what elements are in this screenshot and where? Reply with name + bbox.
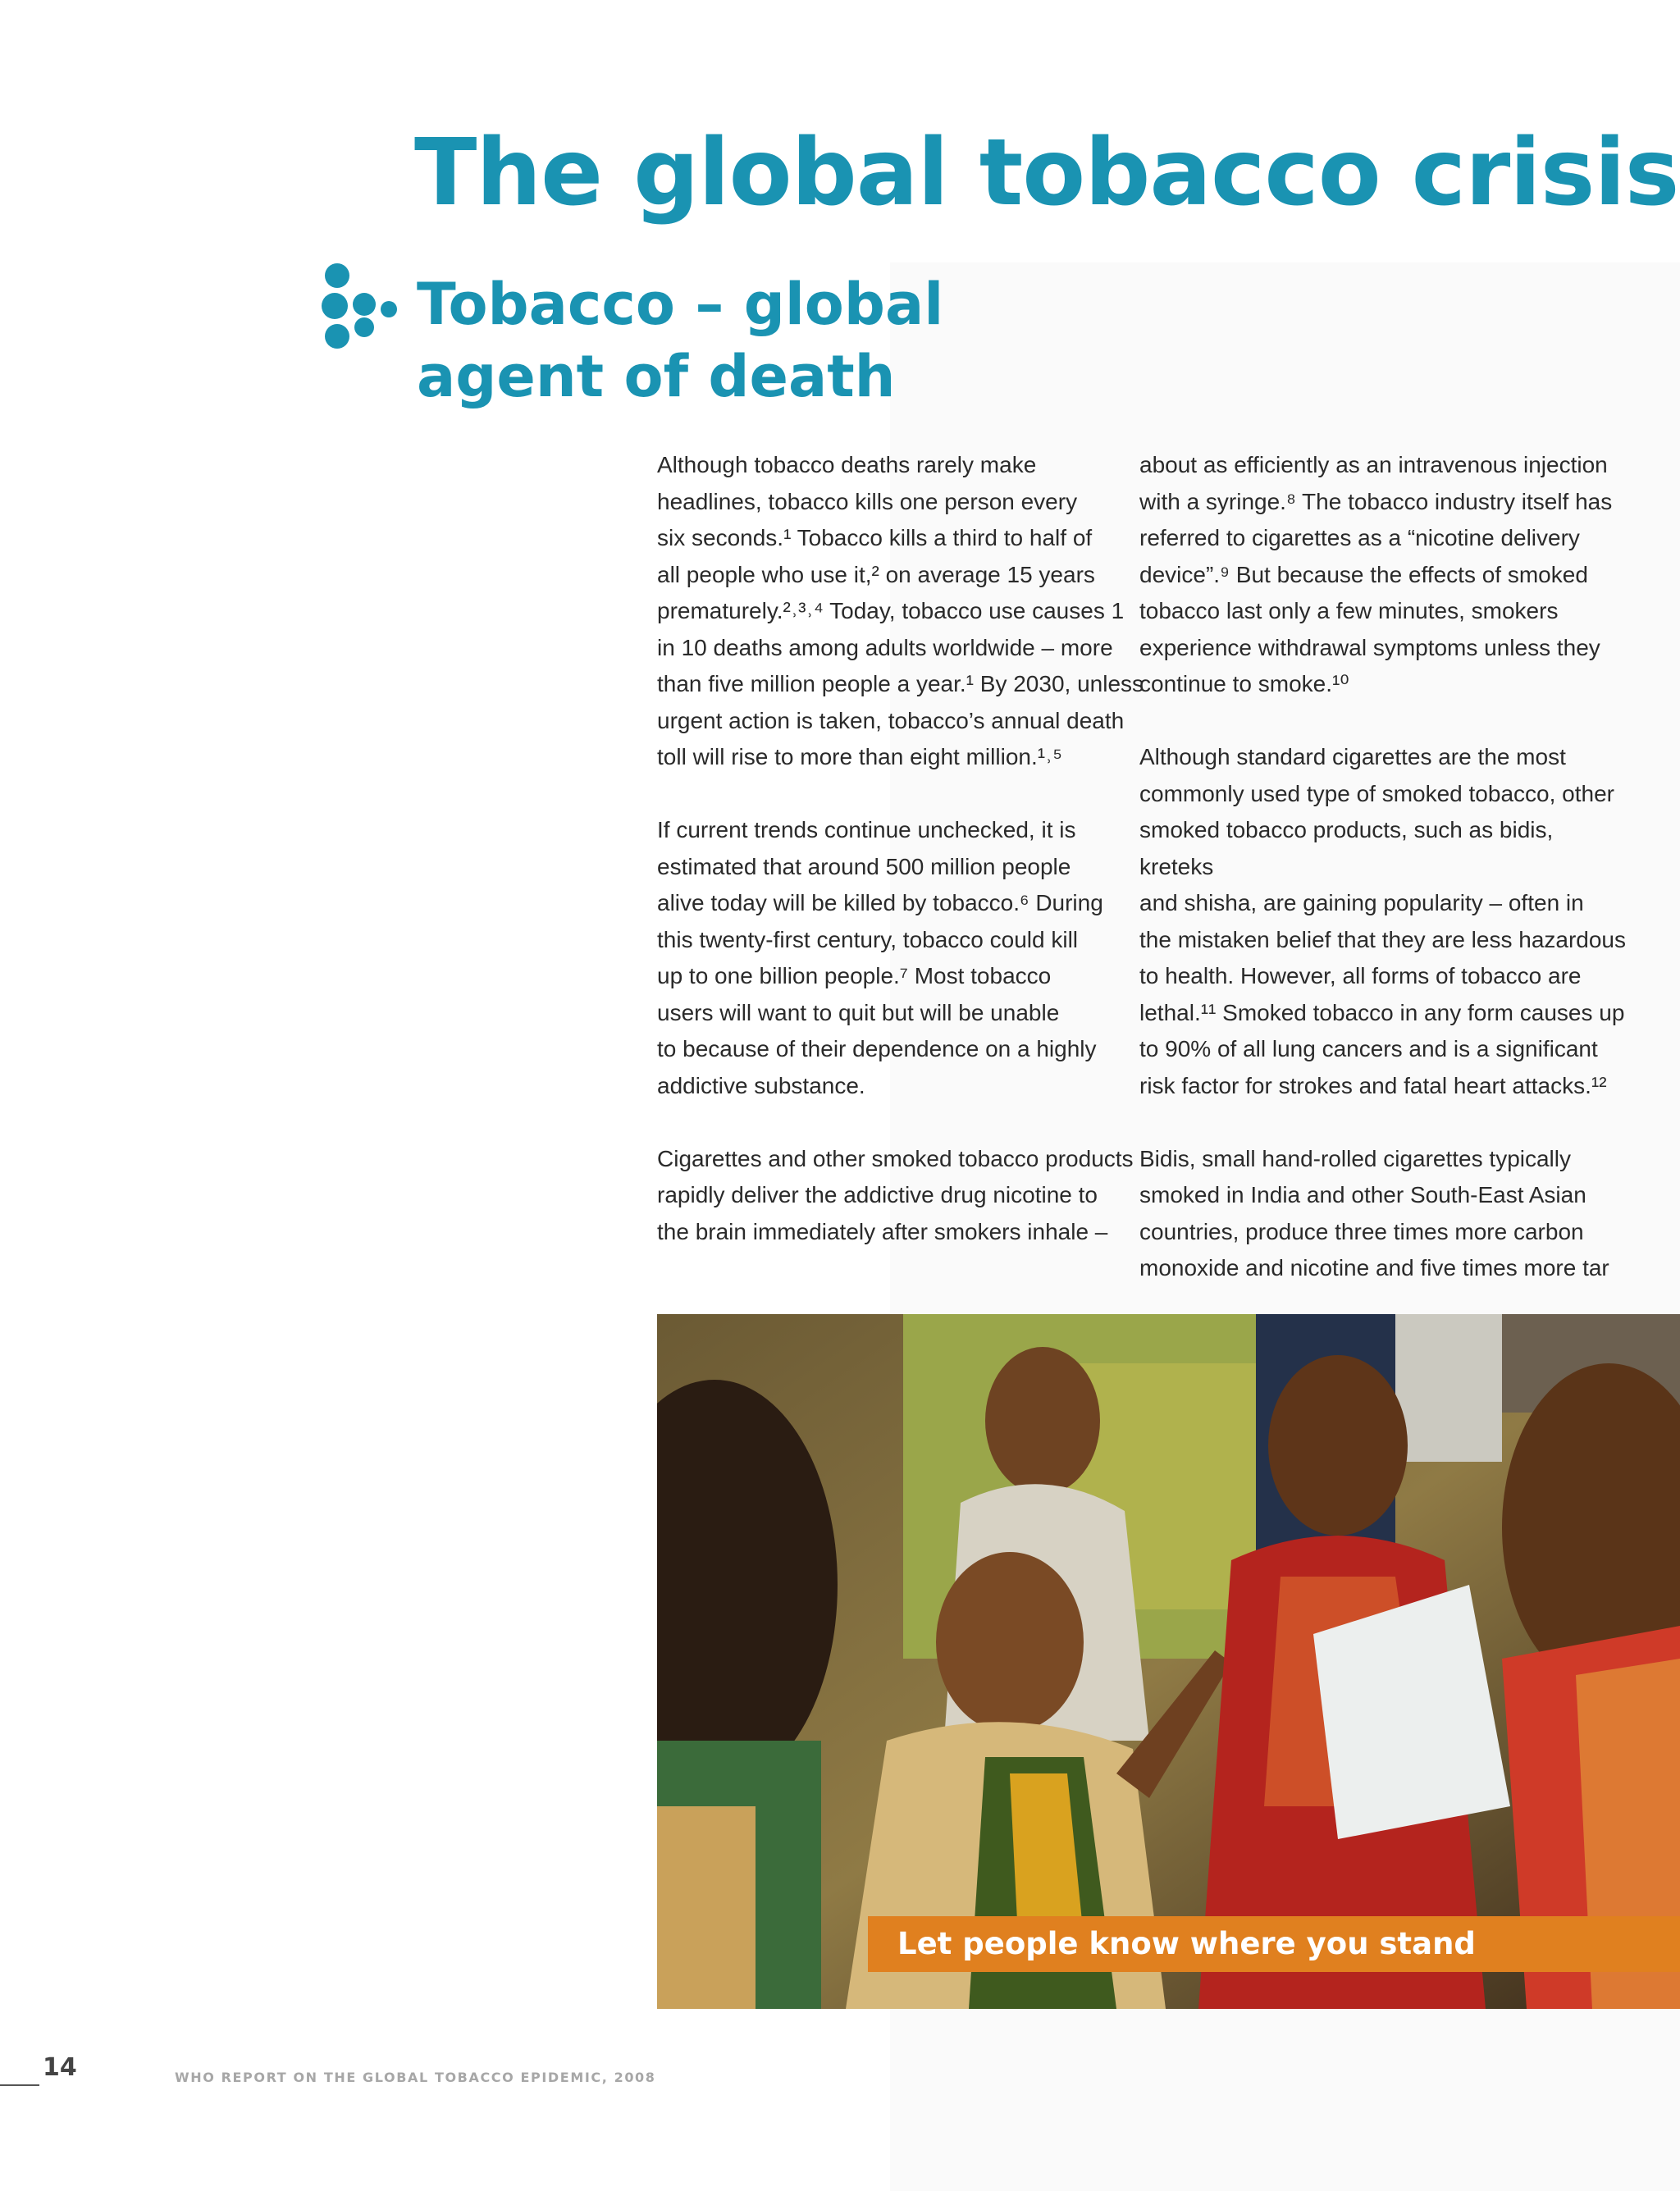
running-footer-title: WHO REPORT ON THE GLOBAL TOBACCO EPIDEMIC, 2008 — [175, 2070, 656, 2085]
paragraph: Cigarettes and other smoked tobacco products rapidly deliver the addictive drug nicotine to the brain immediately after smokers inhale – — [657, 1145, 1134, 1244]
paragraph: Although tobacco deaths rarely make headlines, tobacco kills one person every six seconds.¹ Tobacco kills a third to half of all people who use it,² on average 15 years prematurely.²˒³˒⁴ Today, tobacco use causes 1 in 10 deaths among adults worldwide – more than five million people a year.¹ By 2030, unless urgent action is taken, tobacco’s annual death toll will rise to more than eight million.¹˒⁵ — [657, 452, 1144, 769]
section-subtitle — [417, 268, 943, 413]
photo-women-reading-leaflet — [657, 1314, 1680, 2009]
subtitle-line-1: Tobacco – global — [417, 271, 944, 338]
body-column-right — [1139, 447, 1632, 1323]
dot-cluster-icon — [322, 260, 420, 358]
paragraph: Bidis, small hand-rolled cigarettes typically smoked in India and other South-East Asian countries, produce three times more carbon monoxide and nicotine and five times more tar — [1139, 1145, 1609, 1280]
paragraph: If current trends continue unchecked, it is estimated that around 500 million people alive today will be killed by tobacco.⁶ During this twenty-first century, tobacco could kill up to one billion people.⁷ Most tobacco users will want to quit but will be unable to because of their dependence on a highly addictive substance. — [657, 817, 1103, 1098]
page-title: The global tobacco crisis — [414, 120, 1679, 226]
paragraph: Although standard cigarettes are the most commonly used type of smoked tobacco, other smoked tobacco products, such as bidis, kreteks and shisha, are gaining popularity – often in the mistaken belief that they are less hazardous to health. However, all forms of tobacco are lethal.¹¹ Smoked tobacco in any form causes up to 90% of all lung cancers and is a significant risk factor for strokes and fatal heart attacks.¹² — [1139, 744, 1627, 1098]
photo-caption-banner: Let people know where you stand — [868, 1916, 1680, 1972]
paragraph: about as efficiently as an intravenous injection with a syringe.⁸ The tobacco industry itself has referred to cigarettes as a “nicotine delivery device”.⁹ But because the effects of smoked tobacco last only a few minutes, smokers experience withdrawal symptoms unless they continue to smoke.¹⁰ — [1139, 452, 1613, 696]
page-number: 14 — [43, 2053, 77, 2082]
subtitle-line-2: agent of death — [417, 343, 896, 410]
body-column-left — [657, 447, 1149, 1287]
footer-rule — [0, 2084, 39, 2086]
